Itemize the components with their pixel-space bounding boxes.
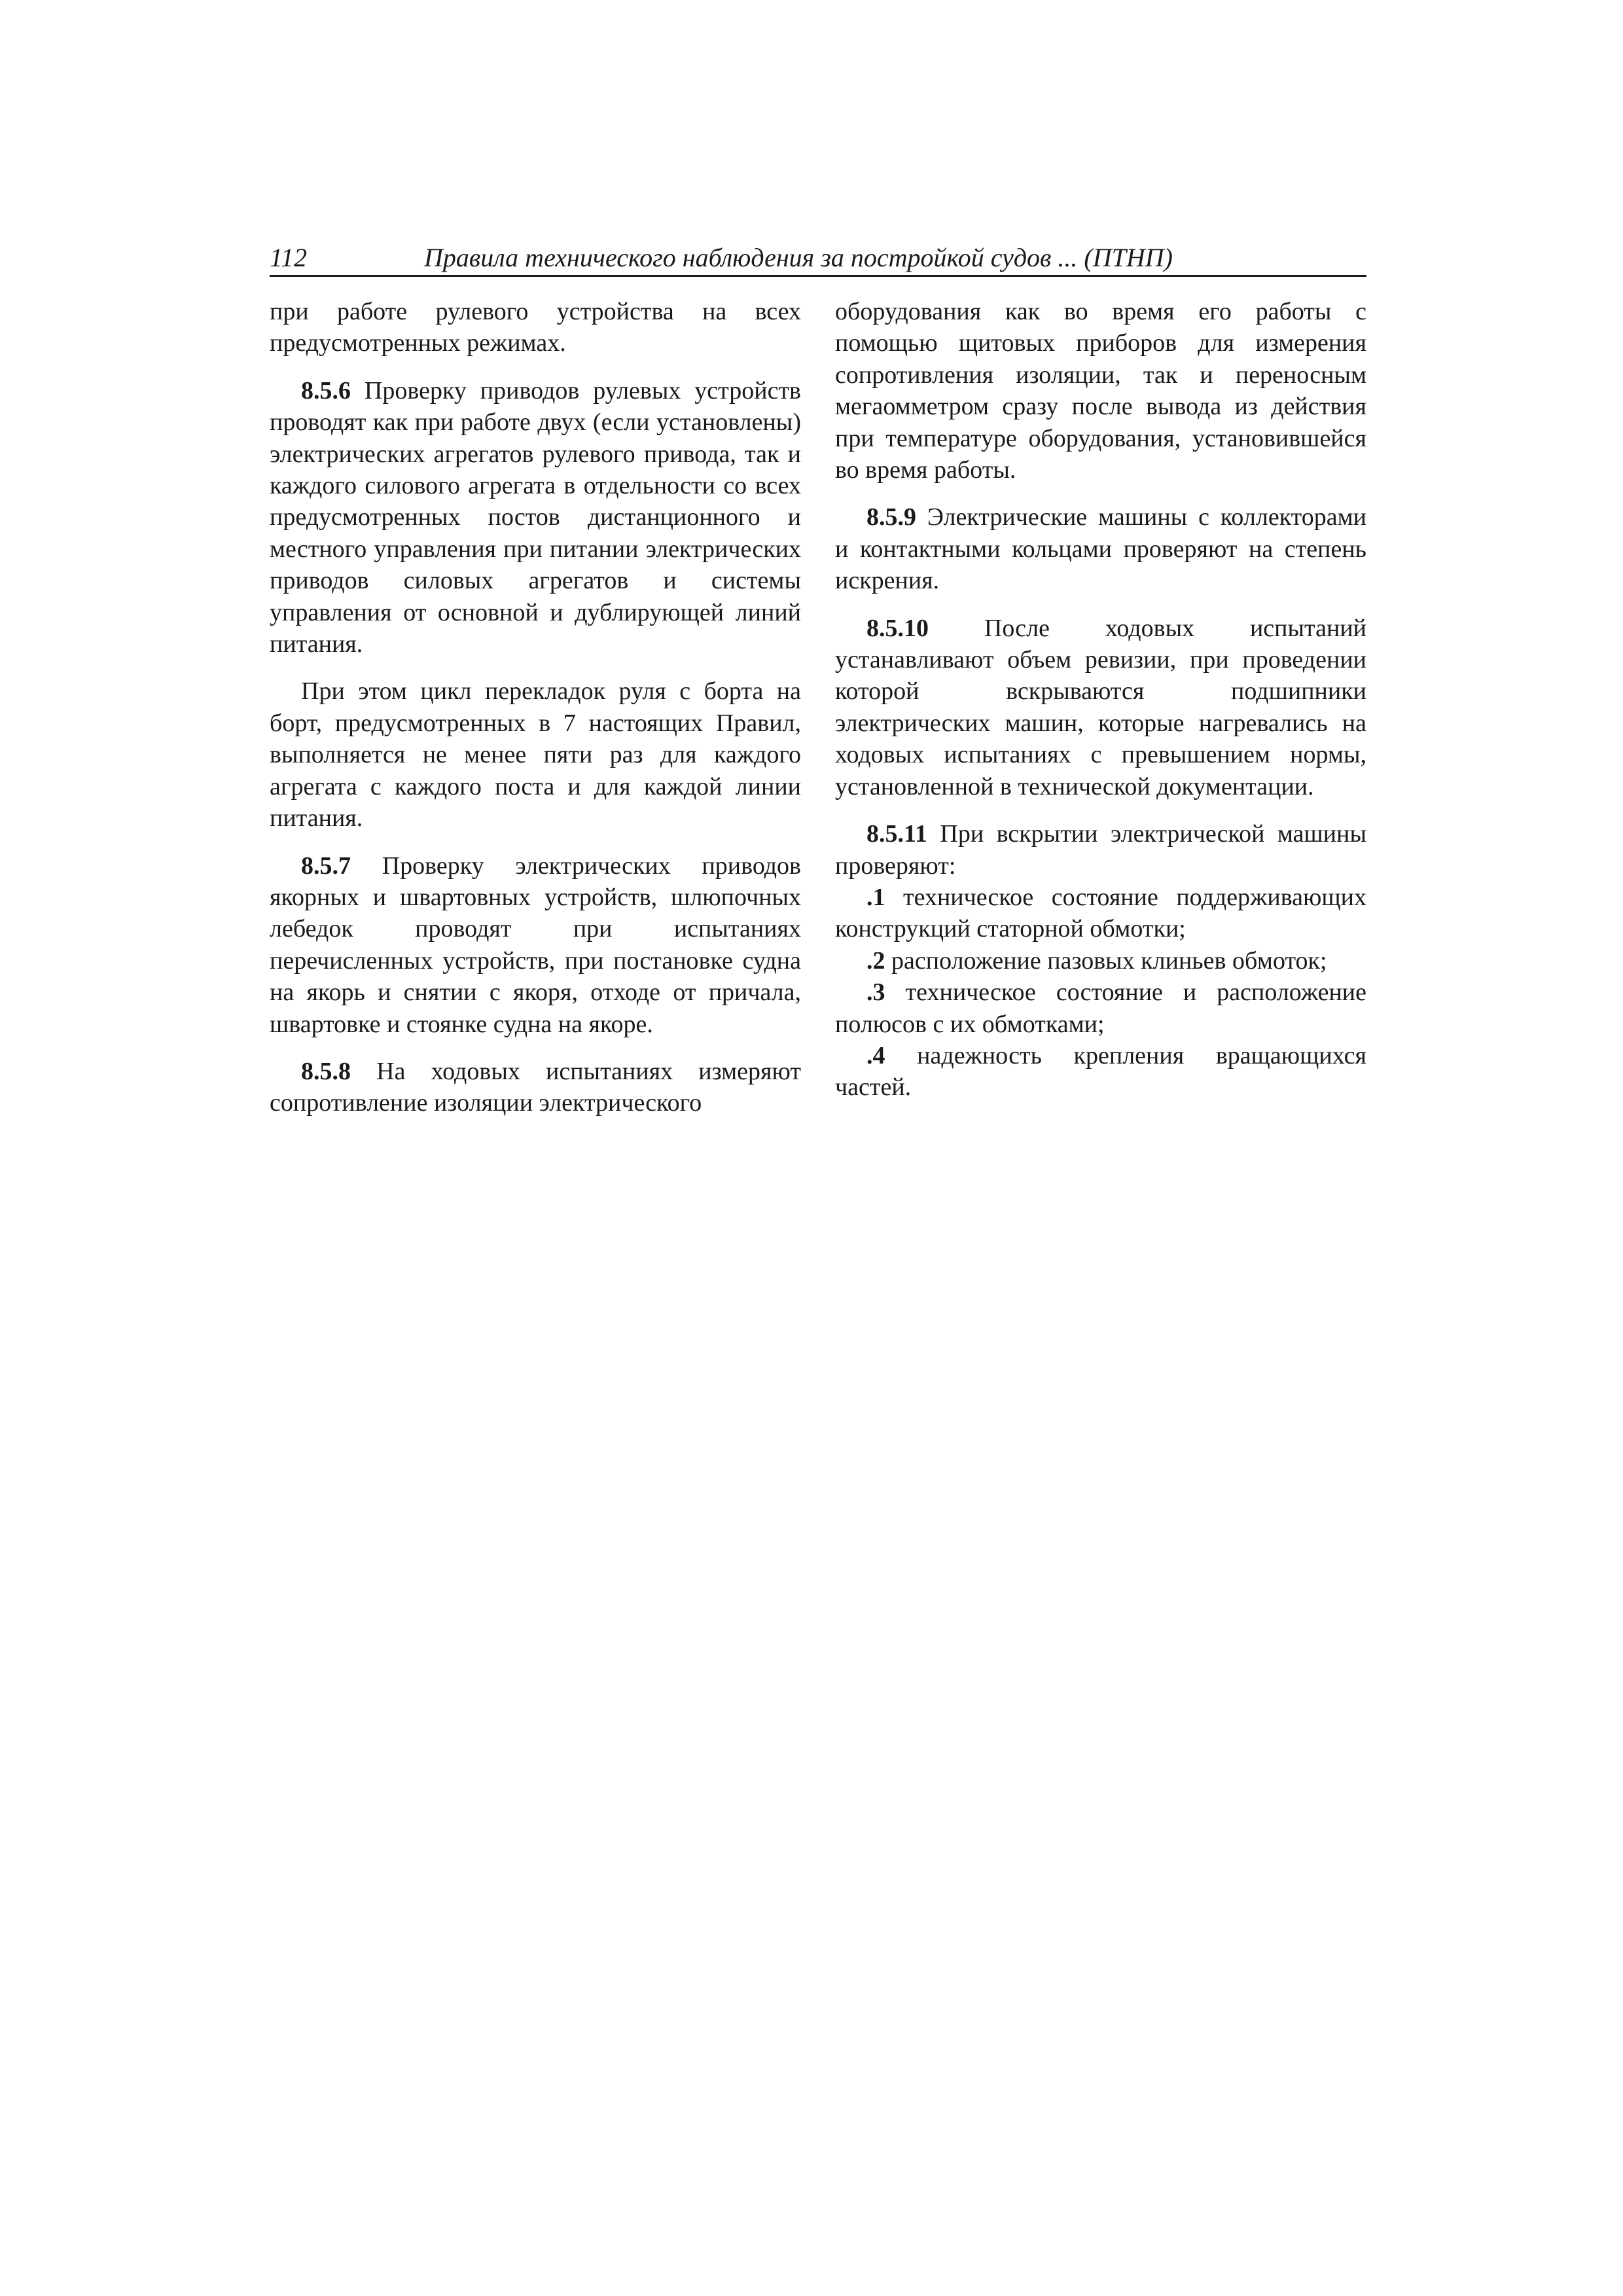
section-number: 8.5.11 — [866, 820, 927, 848]
paragraph-continuation: при работе рулевого устройства на всех предусмотренных режимах. — [270, 298, 801, 357]
section-number: 8.5.10 — [866, 614, 929, 642]
paragraph-continuation: оборудования как во время его работы с помощью щитовых приборов для измерения сопротивления изоляции, так и переносным мегаомметром сразу после вывода из действия при температуре оборудования, установившейся во время работы. — [835, 298, 1366, 484]
item-text: расположение пазовых клиньев обмоток; — [891, 946, 1327, 975]
item-number: .2 — [866, 946, 885, 975]
item-text: техническое состояние поддерживающих конструкций статорной обмотки; — [835, 883, 1366, 943]
list-item — [835, 945, 1366, 977]
item-text: надежность крепления вращающихся частей. — [835, 1041, 1367, 1102]
item-number: .1 — [866, 883, 885, 911]
page-number: 112 — [270, 243, 308, 272]
paragraph-cycle: При этом цикл перекладок руля с борта на борт, предусмотренных в 7 настоящих Правил, выполняется не менее пяти раз для каждого агрегата с каждого поста и для каждой линии питания. — [270, 677, 801, 833]
section-8-5-9 — [835, 501, 1366, 596]
section-text: При вскрытии электрической машины проверяют: — [835, 820, 1366, 880]
section-8-5-7 — [270, 850, 801, 1040]
list-item — [835, 882, 1366, 945]
section-number: 8.5.6 — [301, 376, 351, 404]
left-column — [270, 296, 801, 1119]
item-number: .4 — [866, 1041, 885, 1069]
running-header — [270, 241, 1366, 277]
section-8-5-6 — [270, 375, 801, 660]
section-text: Проверку приводов рулевых устройств проводят как при работе двух (если установлены) электрических агрегатов рулевого привода, так и каждого силового агрегата в отдельности со всех предусмотренных постов дистанционного и местного управления при питании электрических приводов силовых агрегатов и системы управления от основной и дублирующей линий питания. — [270, 376, 801, 658]
section-text: Электрические машины с коллекторами и контактными кольцами проверяют на степень искрения. — [835, 503, 1367, 595]
section-8-5-11 — [835, 818, 1366, 882]
section-number: 8.5.9 — [866, 503, 916, 531]
list-item — [835, 977, 1366, 1040]
item-number: .3 — [866, 978, 885, 1007]
item-text: техническое состояние и расположение полюсов с их обмотками; — [835, 978, 1367, 1038]
right-column — [835, 296, 1366, 1103]
section-text: На ходовых испытаниях измеряют сопротивление изоляции электрического — [270, 1057, 801, 1117]
section-8-5-8 — [270, 1056, 801, 1119]
section-text: Проверку электрических приводов якорных и швартовных устройств, шлюпочных лебедок проводят при испытаниях перечисленных устройств, при постановке судна на якорь и снятии с якоря, отходе от причала, швартовке и стоянке судна на якоре. — [270, 852, 801, 1038]
section-number: 8.5.7 — [301, 852, 351, 880]
section-8-5-10 — [835, 613, 1366, 802]
section-number: 8.5.8 — [301, 1057, 351, 1085]
section-text: После ходовых испытаний устанавливают объем ревизии, при проведении которой вскрываются подшипники электрических машин, которые нагревались на ходовых испытаниях с превышением нормы, установленной в технической документации. — [835, 614, 1366, 800]
list-item — [835, 1040, 1366, 1103]
running-title: Правила технического наблюдения за постройкой судов ... (ПТНП) — [424, 243, 1173, 272]
